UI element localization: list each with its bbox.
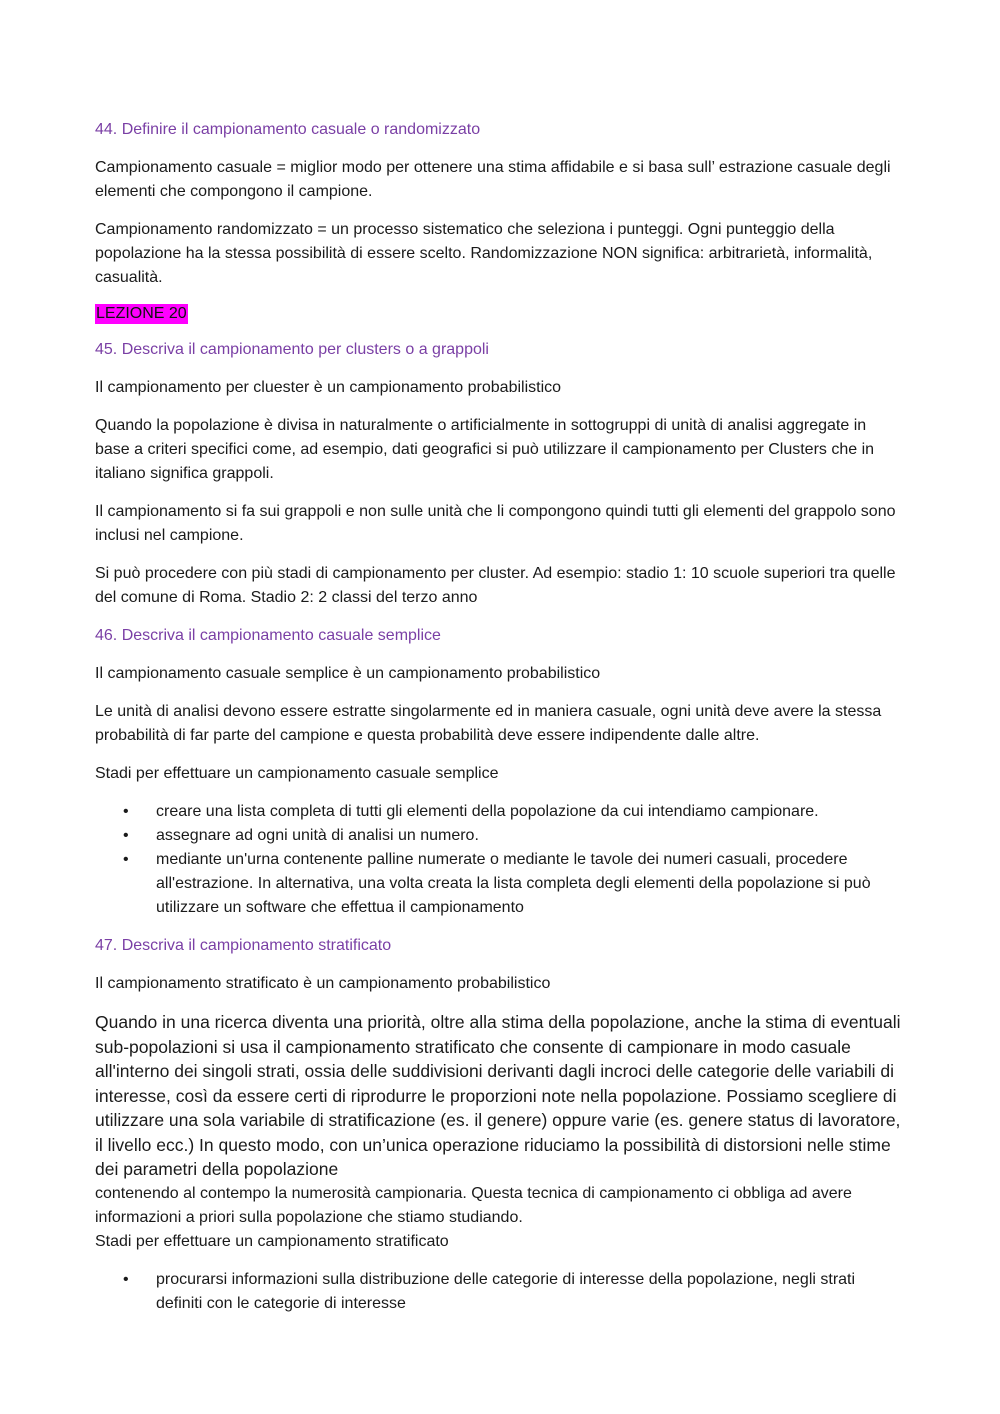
paragraph: Il campionamento stratificato è un campionamento probabilistico [95, 975, 551, 992]
paragraph: Le unità di analisi devono essere estratte singolarmente ed in maniera casuale, ogni unità deve avere la stessa probabilità di far parte del campione e questa probabilità deve essere indipendente dalle altre. [95, 703, 882, 744]
bullet-icon: • [123, 827, 129, 844]
paragraph: contenendo al contempo la numerosità campionaria. Questa tecnica di campionamento ci obbliga ad avere informazioni a priori sulla popolazione che stiamo studiando. [95, 1184, 852, 1226]
bullet-icon: • [123, 851, 129, 868]
lesson-tag: LEZIONE 20 [96, 305, 187, 322]
list-item [95, 1268, 905, 1316]
bullet-icon: • [123, 803, 129, 820]
heading-q44: 44. Definire il campionamento casuale o randomizzato [95, 121, 481, 138]
list-item-text: creare una lista completa di tutti gli elementi della popolazione da cui intendiamo campionare. [156, 803, 819, 820]
paragraph: Il campionamento si fa sui grappoli e non sulle unità che li compongono quindi tutti gli elementi del grappolo sono inclusi nel campione. [95, 503, 896, 544]
list-item-text: mediante un'urna contenente palline numerate o mediante le tavole dei numeri casuali, procedere all'estrazione. In alternativa, una volta creata la lista completa degli elementi della popolazione si può utilizzare un software che effettua il campionamento [156, 851, 871, 916]
paragraph: Il campionamento casuale semplice è un campionamento probabilistico [95, 665, 601, 682]
bullet-list [95, 1268, 905, 1316]
paragraph: Quando la popolazione è divisa in naturalmente o artificialmente in sottogruppi di unità di analisi aggregate in base a criteri specifici come, ad esempio, dati geografici si può utilizzare il campionamento per Clusters che in italiano significa grappoli. [95, 417, 875, 482]
list-item [95, 824, 905, 848]
heading-q45: 45. Descriva il campionamento per clusters o a grappoli [95, 341, 489, 358]
paragraph: Stadi per effettuare un campionamento stratificato [95, 1232, 449, 1250]
bullet-list [95, 800, 905, 920]
heading-q46: 46. Descriva il campionamento casuale semplice [95, 627, 441, 644]
document-page [95, 118, 905, 1330]
paragraph-large: Quando in una ricerca diventa una priorità, oltre alla stima della popolazione, anche la stima di eventuali sub-popolazioni si usa il campionamento stratificato che consente di campionare in modo casuale all'interno dei singoli strati, ossia delle suddivisioni derivanti dagli incroci delle categorie delle variabili di interesse, così da essere certi di riprodurre le proporzioni note nella popolazione. Possiamo scegliere di utilizzare una sola variabile di stratificazione (es. il genere) oppure varie (es. genere status di lavoratore, il livello ecc.) In questo modo, con un’unica operazione riduciamo la possibilità di distorsioni nelle stime dei parametri della popolazione [95, 1012, 901, 1179]
bullet-icon: • [123, 1270, 129, 1288]
heading-q47: 47. Descriva il campionamento stratificato [95, 937, 392, 954]
list-item-text: assegnare ad ogni unità di analisi un numero. [156, 827, 479, 844]
paragraph: Stadi per effettuare un campionamento casuale semplice [95, 765, 499, 782]
list-item-text: procurarsi informazioni sulla distribuzione delle categorie di interesse della popolazione, negli strati definiti con le categorie di interesse [156, 1270, 856, 1312]
list-item [95, 800, 905, 824]
paragraph: Campionamento casuale = miglior modo per ottenere una stima affidabile e si basa sull’ estrazione casuale degli elementi che compongono il campione. [95, 159, 891, 200]
list-item [95, 848, 905, 920]
lesson-tag-row [95, 304, 905, 324]
paragraph: Campionamento randomizzato = un processo sistematico che seleziona i punteggi. Ogni punteggio della popolazione ha la stessa possibilità di essere scelto. Randomizzazione NON significa: arbitrarietà, informalità, casualità. [95, 221, 873, 286]
paragraph: Si può procedere con più stadi di campionamento per cluster. Ad esempio: stadio 1: 10 scuole superiori tra quelle del comune di Roma. Stadio 2: 2 classi del terzo anno [95, 565, 896, 606]
paragraph: Il campionamento per cluester è un campionamento probabilistico [95, 379, 562, 396]
